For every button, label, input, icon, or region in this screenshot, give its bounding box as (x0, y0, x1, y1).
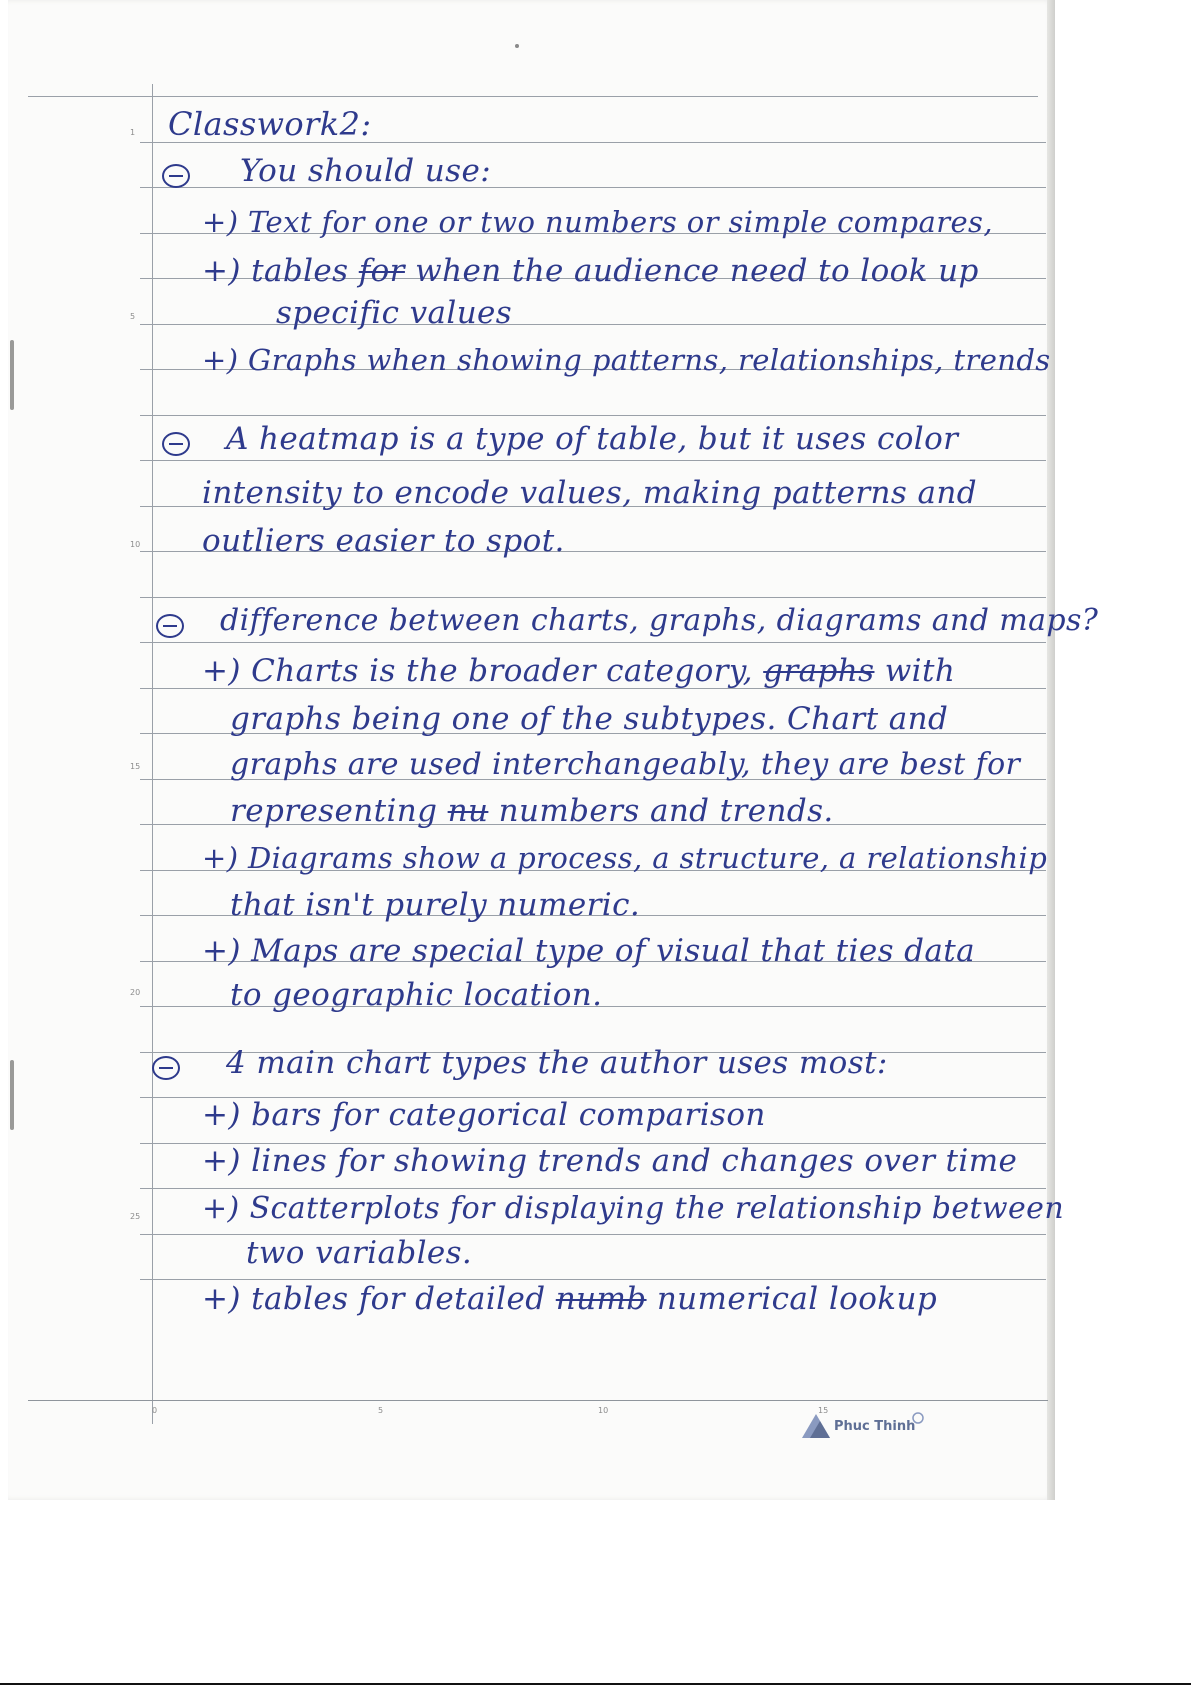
ruler-number: 5 (378, 1406, 384, 1415)
ruled-line (28, 96, 1038, 97)
section-3-bullet-1-cont: graphs being one of the subtypes. Chart and (230, 701, 949, 737)
brand-logo (800, 1412, 920, 1440)
section-4-bullet-2: +) lines for showing trends and changes over time (202, 1143, 1018, 1179)
section-bullet-icon (156, 614, 184, 638)
binding-mark (10, 340, 14, 410)
ruled-line (140, 1279, 1046, 1280)
ruler-number: 15 (818, 1406, 829, 1415)
ruler-line (28, 1400, 1048, 1401)
line-number: 5 (130, 312, 136, 321)
section-3-bullet-2-cont: that isn't purely numeric. (230, 887, 641, 923)
section-3-bullet-1: +) Charts is the broader category, graphs with (202, 653, 956, 689)
brand-triangle-icon (800, 1412, 834, 1440)
binding-mark (10, 1060, 14, 1130)
line-number: 10 (130, 540, 141, 549)
registered-icon (912, 1412, 924, 1424)
line-number: 15 (130, 762, 141, 771)
ruled-line (140, 460, 1046, 461)
brand-name: Phuc Thinh (834, 1419, 916, 1434)
section-bullet-icon (152, 1056, 180, 1080)
page-heading: Classwork2: (168, 105, 372, 143)
section-2-line-2: intensity to encode values, making patterns and (202, 475, 977, 511)
section-4-lead: 4 main chart types the author uses most: (226, 1045, 888, 1081)
line-number: 1 (130, 128, 136, 137)
page-edge (1047, 0, 1055, 1500)
line-number: 25 (130, 1212, 141, 1221)
section-1-bullet-2: +) tables for when the audience need to look up (202, 253, 979, 289)
ruler-number: 0 (152, 1406, 158, 1415)
ruled-line (140, 415, 1046, 416)
section-3-bullet-1-cont: graphs are used interchangeably, they are best for (230, 747, 1021, 782)
section-2-line-3: outliers easier to spot. (202, 523, 565, 559)
section-3-bullet-3-cont: to geographic location. (230, 977, 603, 1013)
page-dot (515, 44, 519, 48)
section-4-bullet-3: +) Scatterplots for displaying the relationship between (202, 1191, 1065, 1226)
section-3-bullet-1-cont: representing nu numbers and trends. (230, 793, 834, 829)
section-3-bullet-2: +) Diagrams show a process, a structure, a relationship (202, 841, 1048, 875)
section-1-bullet-3: +) Graphs when showing patterns, relationships, trends (202, 343, 1051, 377)
section-3-bullet-3: +) Maps are special type of visual that ties data (202, 933, 975, 969)
ruled-line (140, 1188, 1046, 1189)
section-4-bullet-4: +) tables for detailed numb numerical lookup (202, 1281, 938, 1317)
margin-line (152, 84, 153, 1424)
section-3-lead: difference between charts, graphs, diagrams and maps? (220, 603, 1099, 638)
section-4-bullet-3-cont: two variables. (246, 1235, 473, 1271)
line-number: 20 (130, 988, 141, 997)
ruled-line (140, 642, 1046, 643)
section-1-bullet-2-cont: specific values (276, 295, 513, 331)
section-1-lead: You should use: (240, 153, 492, 189)
section-1-bullet-1: +) Text for one or two numbers or simple compares, (202, 205, 993, 239)
section-2-line-1: A heatmap is a type of table, but it uses color (226, 421, 959, 457)
ruler-number: 10 (598, 1406, 609, 1415)
ruled-line (140, 597, 1046, 598)
section-bullet-icon (162, 432, 190, 456)
section-4-bullet-1: +) bars for categorical comparison (202, 1097, 766, 1133)
section-bullet-icon (162, 164, 190, 188)
